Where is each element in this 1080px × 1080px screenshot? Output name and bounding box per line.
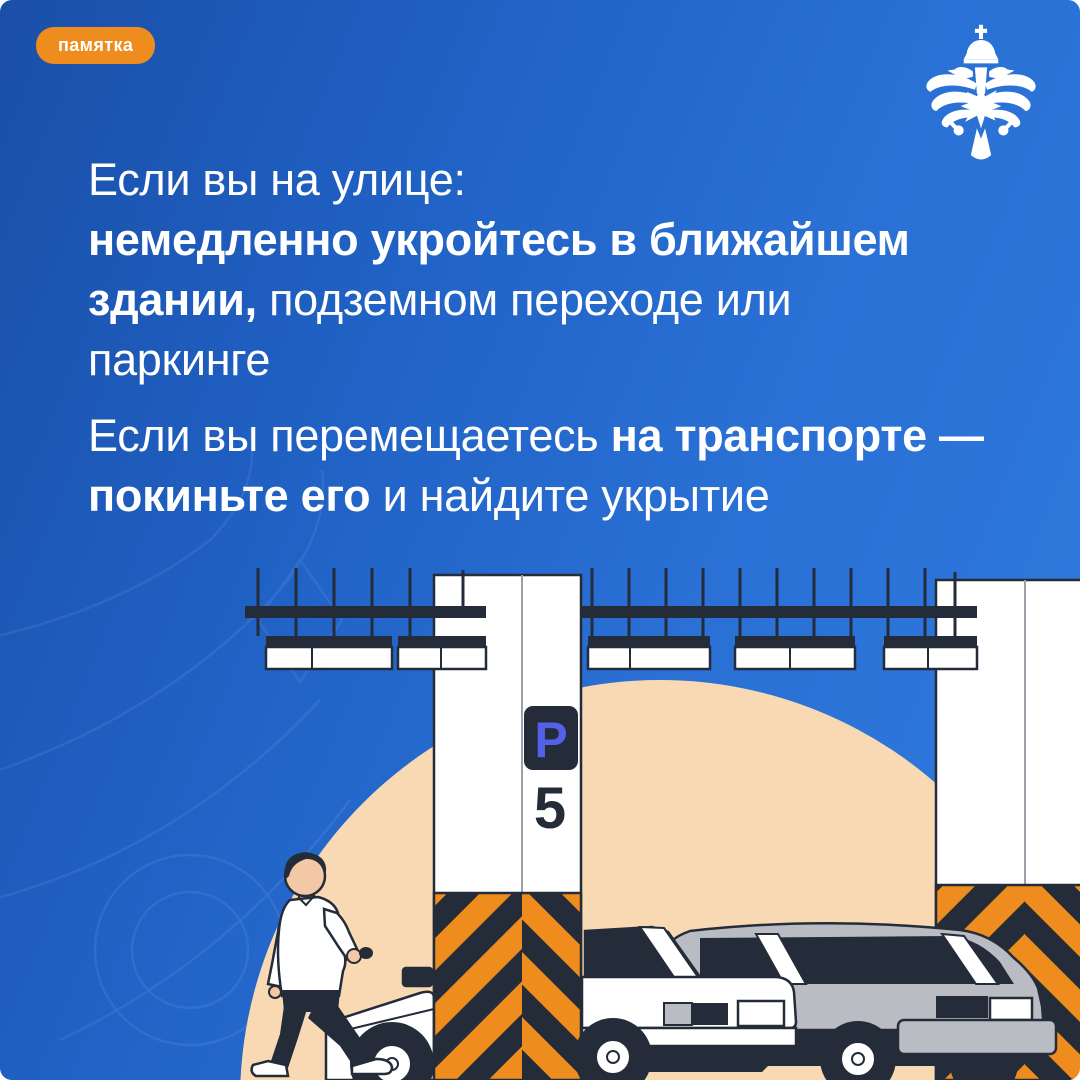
- emblem-crown: [964, 40, 999, 59]
- instruction-transport: Если вы перемещаетесь на транспорте — покиньте его и найдите укрытие: [88, 410, 984, 521]
- ceiling-rail: [245, 606, 977, 618]
- hazard-stripes: [522, 893, 581, 1080]
- hazard-stripes: [434, 893, 522, 1080]
- emblem-cross: [975, 25, 987, 39]
- light-fixture: [735, 636, 855, 669]
- light-fixture: [588, 636, 710, 669]
- memo-badge-label: памятка: [58, 35, 134, 55]
- parking-sign-letter: P: [534, 712, 568, 768]
- car-key: [359, 947, 373, 959]
- memo-badge: [36, 27, 155, 64]
- level-number: 5: [533, 776, 567, 841]
- light-fixture: [266, 636, 392, 669]
- safety-instructions: [88, 150, 1048, 542]
- instruction-street: Если вы на улице: немедленно укройтесь в ближайшем здании, подземном переходе или паркинге: [88, 154, 910, 385]
- ceiling-lights: [245, 568, 977, 669]
- parking-illustration: [0, 560, 1080, 1080]
